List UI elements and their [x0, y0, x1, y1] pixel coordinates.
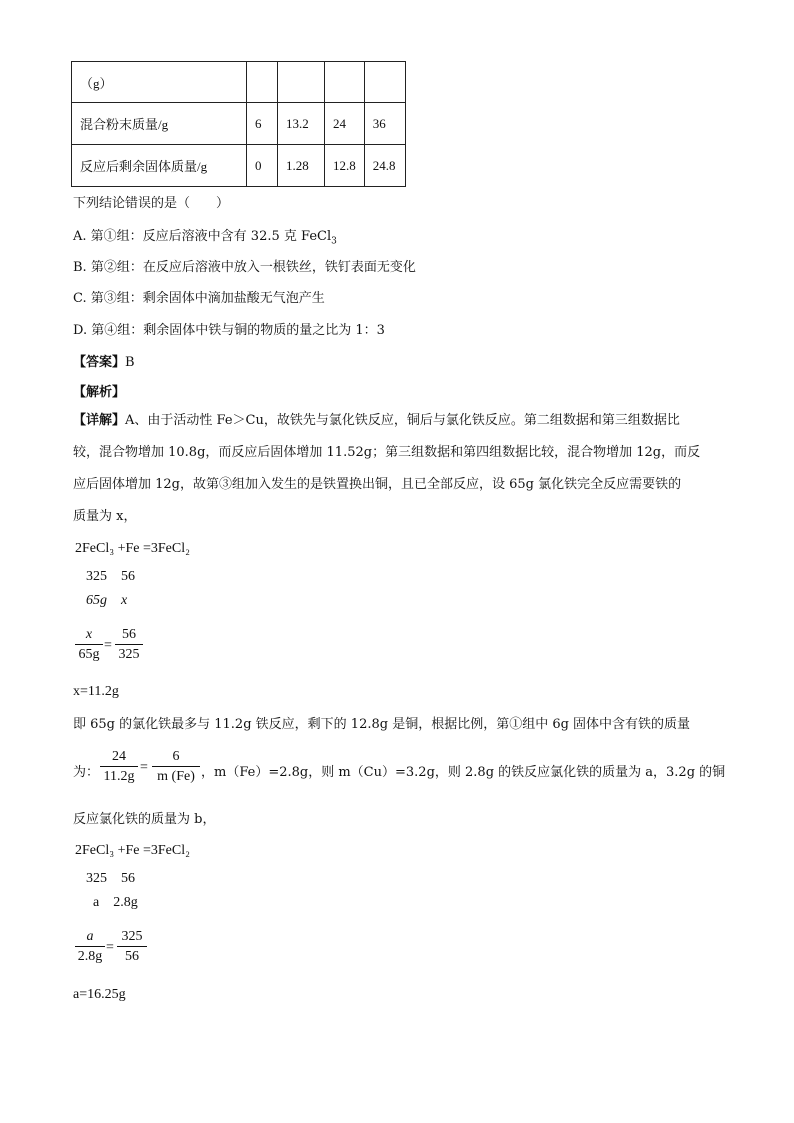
reaction-equation: 2FeCl₃ +Fe =3FeCl₂ — [75, 541, 191, 556]
option-subscript: 3 — [331, 236, 337, 247]
table-cell — [325, 62, 365, 103]
numerator: 24 — [112, 749, 126, 764]
result-x: x=11.2g — [73, 684, 119, 699]
given-masses: 65g x — [86, 593, 128, 608]
fraction-left — [75, 626, 103, 663]
data-table — [71, 61, 406, 187]
fraction-left — [75, 928, 105, 965]
table-cell — [364, 62, 405, 103]
fraction-bar — [75, 946, 105, 947]
fraction-bar — [115, 644, 143, 645]
option-text: 第②组：在反应后溶液中放入一根铁丝，铁钉表面无变化 — [90, 260, 416, 275]
table-cell — [247, 62, 278, 103]
fraction-ratio-left — [100, 748, 138, 785]
fraction-bar — [117, 946, 147, 947]
detail-line-4: 质量为 x， — [73, 509, 137, 524]
denominator: 2.8g — [77, 949, 103, 964]
fraction-ratio-right — [152, 748, 200, 785]
option-c — [73, 291, 325, 307]
option-letter: A. — [73, 229, 87, 244]
detail-line-2: 较，混合物增加 10.8g，而反应后固体增加 11.52g；第三组数据和第四组数据比较，混合物增加 12g，而反 — [73, 445, 701, 460]
fraction-bar — [152, 766, 200, 767]
numerator: 325 — [121, 929, 143, 944]
para2-prefix: 为： — [73, 765, 100, 780]
option-letter: C. — [73, 291, 87, 306]
option-d — [73, 323, 385, 339]
molar-masses: 325 56 — [86, 871, 135, 886]
table-cell: 36 — [364, 103, 405, 145]
analysis-tag: 【解析】 — [73, 385, 126, 400]
answer-tag: 【答案】 — [73, 355, 126, 370]
fraction-bar — [75, 644, 103, 645]
para2-line-1: 即 65g 的氯化铁最多与 11.2g 铁反应，剩下的 12.8g 是铜，根据比例，第①组中 6g 固体中含有铁的质量 — [73, 717, 691, 732]
table-row — [72, 103, 406, 145]
result-a: a=16.25g — [73, 987, 126, 1002]
denominator: 65g — [78, 647, 100, 662]
equals-sign: = — [106, 940, 114, 955]
denominator: 325 — [118, 647, 140, 662]
table-row — [72, 62, 406, 103]
equals-sign: = — [140, 760, 148, 775]
given-masses: a 2.8g — [93, 895, 138, 910]
numerator: 6 — [172, 749, 180, 764]
table-cell: 13.2 — [278, 103, 325, 145]
answer-value: B — [125, 355, 135, 370]
option-letter: D. — [73, 323, 88, 338]
numerator: a — [86, 929, 94, 944]
option-letter: B. — [73, 260, 87, 275]
option-b — [73, 260, 416, 276]
fraction-bar — [100, 766, 138, 767]
denominator: m (Fe) — [157, 769, 195, 784]
table-cell — [278, 62, 325, 103]
option-text: 第①组：反应后溶液中含有 32.5 克 FeCl — [90, 229, 332, 244]
numerator: x — [85, 627, 93, 642]
table-cell: （g） — [72, 62, 247, 103]
option-a — [73, 229, 337, 250]
denominator: 56 — [125, 949, 139, 964]
question-stem: 下列结论错误的是（ ） — [73, 196, 230, 211]
detail-line-3: 应后固体增加 12g，故第③组加入发生的是铁置换出铜，且已全部反应，设 65g 氯化铁完全反应需要铁的 — [73, 477, 682, 492]
option-text: 第③组：剩余固体中滴加盐酸无气泡产生 — [90, 291, 325, 306]
para2-tail: ，m（Fe）=2.8g，则 m（Cu）=3.2g，则 2.8g 的铁反应氯化铁的质量为 a，3.2g 的铜 — [201, 765, 726, 780]
table-cell: 6 — [247, 103, 278, 145]
table-row — [72, 145, 406, 187]
table-cell: 反应后剩余固体质量/g — [72, 145, 247, 187]
equals-sign: = — [104, 638, 112, 653]
table-cell: 24 — [325, 103, 365, 145]
fraction-right — [115, 626, 143, 663]
fraction-right — [117, 928, 147, 965]
table-cell: 12.8 — [325, 145, 365, 187]
reaction-equation: 2FeCl₃ +Fe =3FeCl₂ — [75, 843, 191, 858]
table-cell: 0 — [247, 145, 278, 187]
answer-line — [73, 355, 135, 371]
para2-line-3: 反应氯化铁的质量为 b， — [73, 812, 216, 827]
detail-text: A、由于活动性 Fe＞Cu，故铁先与氯化铁反应，铜后与氯化铁反应。第二组数据和第三组数据比 — [125, 413, 680, 428]
numerator: 56 — [122, 627, 136, 642]
table-cell: 1.28 — [278, 145, 325, 187]
table-cell: 混合粉末质量/g — [72, 103, 247, 145]
option-text: 第④组：剩余固体中铁与铜的物质的量之比为 1：3 — [91, 323, 385, 338]
denominator: 11.2g — [103, 769, 135, 784]
molar-masses: 325 56 — [86, 569, 135, 584]
detail-line-1 — [73, 413, 680, 429]
table-cell: 24.8 — [364, 145, 405, 187]
detail-tag: 【详解】 — [73, 413, 126, 428]
